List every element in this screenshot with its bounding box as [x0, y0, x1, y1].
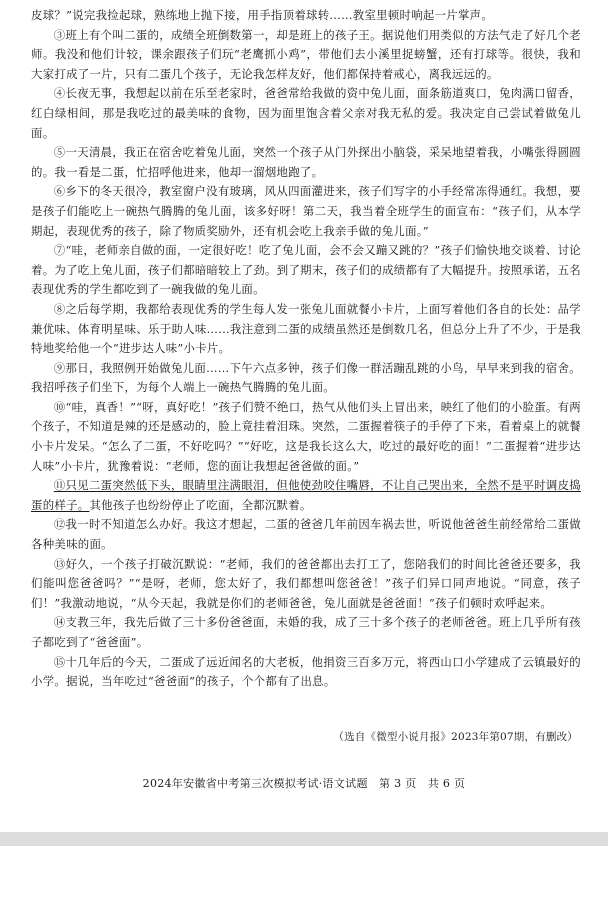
paragraph-14: ⑭支教三年，我先后做了三十多份爸爸面，未婚的我，成了三十多个孩子的老师爸爸。班上几乎所有孩子都吃到了“爸爸面”。	[31, 615, 581, 649]
page-separator	[0, 832, 608, 846]
paragraph-continuation: 皮球？”说完我捡起球，熟练地上抛下接，用手指顶着球转……教室里顿时响起一片掌声。	[31, 8, 494, 22]
paragraph-15: ⑮十几年后的今天，二蛋成了远近闻名的大老板，他捐资三百多万元，将西山口小学建成了云镇最好的小学。据说，当年吃过“爸爸面”的孩子，个个都有了出息。	[31, 654, 581, 689]
page-footer: 2024年安徽省中考第三次模拟考试·语文试题 第 3 页 共 6 页	[142, 777, 466, 790]
next-page-area	[0, 846, 608, 904]
source-note: （选自《微型小说月报》2023年第07期，有删改）	[333, 731, 578, 743]
paragraph-3: ③班上有个叫二蛋的，成绩全班倒数第一，却是班上的孩子王。据说他们用类似的方法气走了好几个老师。我没和他们计较，课余跟孩子们玩“老鹰抓小鸡”，带他们去小溪里捉螃蟹，还有打球等。很快，我和大家打成了一片，只有二蛋几个孩子，无论我怎样友好，他们都保持着戒心，离我远远的。	[31, 27, 581, 81]
paragraph-11-rest: 其他孩子也纷纷停止了吃面，全都沉默着。	[89, 497, 312, 512]
paragraph-8: ⑧之后每学期，我都给表现优秀的学生每人发一张兔儿面就餐小卡片，上面写着他们各自的长处：品学兼优味、体育明星味、乐于助人味……我注意到二蛋的成绩虽然还是倒数几名，但总分上升了不少，于是我特地奖给他一个“进步达人味”小卡片。	[31, 301, 581, 356]
paragraph-9: ⑨那日，我照例开始做兔儿面……下午六点多钟，孩子们像一群活蹦乱跳的小鸟，早早来到我的宿舍。我招呼孩子们坐下，为每个人端上一碗热气腾腾的兔儿面。	[31, 360, 581, 395]
story-text	[31, 6, 581, 692]
paragraph-10: ⑩“哇，真香！”“呀，真好吃！”孩子们赞不绝口，热气从他们头上冒出来，映红了他们的小脸蛋。有两个孩子，不知道是辣的还是感动的，脸上竟挂着泪珠。突然，二蛋握着筷子的手停了下来，看着桌上的就餐小卡片发呆。“怎么了二蛋，不好吃吗？”“好吃，这是我长这么大，吃过的最好吃的面！”二蛋握着“进步达人味”小卡片，犹豫着说：“老师，您的面让我想起爸爸做的面。”	[31, 399, 581, 473]
paragraph-7: ⑦“哇，老师亲自做的面，一定很好吃！吃了兔儿面，会不会又蹦又跳的？”孩子们愉快地交谈着、讨论着。为了吃上兔儿面，孩子们都暗暗较上了劲。到了期末，孩子们的成绩都有了大幅提升。按照承诺，五名表现优秀的学生都吃到了一碗我做的兔儿面。	[31, 243, 581, 297]
paragraph-5: ⑤一天清晨，我正在宿舍吃着兔儿面，突然一个孩子从门外探出小脑袋，采呆地望着我，小嘴张得圆圆的。我一看是二蛋，忙招呼他进来，他却一溜烟地跑了。	[31, 145, 581, 179]
paragraph-13: ⑬好久，一个孩子打破沉默说：“老师，我们的爸爸都出去打工了，您陪我们的时间比爸爸还要多，我们能叫您爸爸吗？”“是呀，老师，您太好了，我们都想叫您爸爸！”孩子们异口同声地说。“同意，孩子们！”我激动地说，“从今天起，我就是你们的老师爸爸，兔儿面就是爸爸面！”孩子们顿时欢呼起来。	[31, 556, 581, 610]
paragraph-12: ⑫我一时不知道怎么办好。我这才想起，二蛋的爸爸几年前因车祸去世，听说他爸爸生前经常给二蛋做各种美味的面。	[31, 517, 581, 552]
paragraph-6: ⑥乡下的冬天很冷，教室窗户没有玻璃，风从四面灌进来，孩子们写字的小手经常冻得通红。我想，要是孩子们能吃上一碗热气腾腾的兔儿面，该多好呀！第二天，我当着全班学生的面宣布：“孩子们，从本学期起，表现优秀的孩子，除了物质奖励外，还有机会吃上我亲手做的兔儿面。”	[31, 184, 581, 238]
paragraph-4: ④长夜无事，我想起以前在乐至老家时，爸爸常给我做的资中兔儿面，面条筋道爽口，兔肉满口留香，红白绿相间，那是我吃过的最美味的食物，因为面里饱含着父亲对我无私的爱。我决定自己尝试着做兔儿面。	[31, 86, 581, 140]
underlined-sentence: ⑪只见二蛋突然低下头，眼睛里注满眼泪，但他使劲咬住嘴唇，不让自己哭出来，全然不是平时调皮捣蛋的样子。	[31, 478, 581, 512]
paragraph-11	[31, 476, 581, 515]
